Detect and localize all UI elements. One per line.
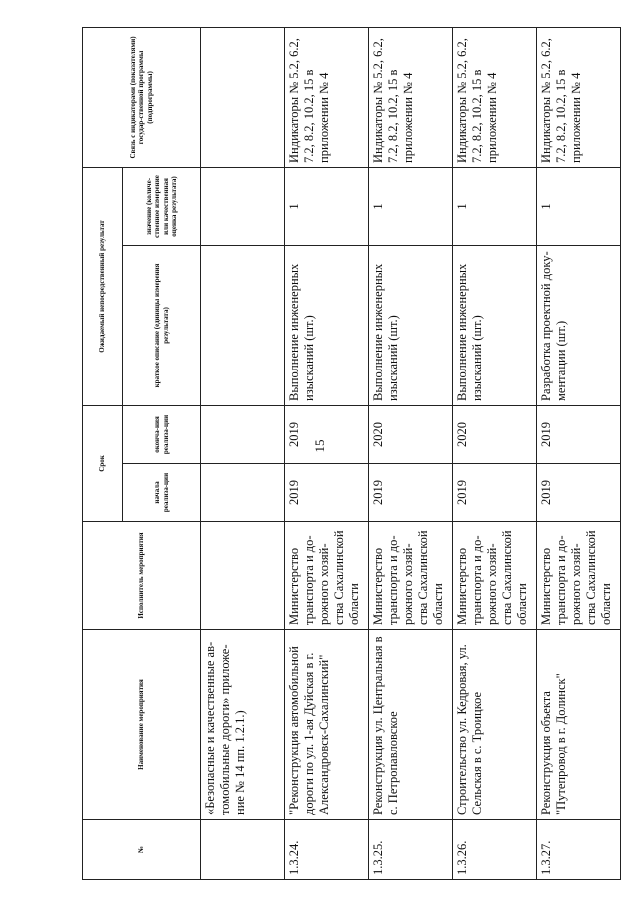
cell-executor: Министерство транспорта и до-рожного хозяй-ства Сахалинской области <box>537 522 621 630</box>
cell-executor: Министерство транспорта и до-рожного хозяй-ства Сахалинской области <box>453 522 537 630</box>
cell-name: Реконструкция ул. Центральная в с. Петропавловское <box>369 630 453 820</box>
header-name: Наименование мероприятия <box>83 630 201 820</box>
cell-end <box>201 405 285 463</box>
header-executor: Исполнитель мероприятия <box>83 522 201 630</box>
cell-name: Строительство ул. Кедровая, ул. Сельская в с. Троицкое <box>453 630 537 820</box>
header-link: Связь с индикаторами (показателями) государ-ственной программы (подпрограммы) <box>83 27 201 167</box>
cell-value: 1 <box>453 167 537 245</box>
cell-desc: Выполнение инженерных изысканий (шт.) <box>285 245 369 405</box>
table-row <box>537 27 621 879</box>
cell-end: 2019 <box>537 405 621 463</box>
table-row <box>369 27 453 879</box>
cell-link: Индикаторы № 5.2, 6.2, 7.2, 8.2, 10.2, 15 в приложении № 4 <box>285 27 369 167</box>
header-row-1 <box>83 27 123 879</box>
cell-value: 1 <box>537 167 621 245</box>
cell-executor: Министерство транспорта и до-рожного хозяй-ства Сахалинской области <box>369 522 453 630</box>
table-row <box>285 27 369 879</box>
cell-link <box>201 27 285 167</box>
cell-start: 2019 <box>537 464 621 522</box>
cell-end: 2019 <box>285 405 369 463</box>
activities-table <box>82 27 621 880</box>
cell-start <box>201 464 285 522</box>
cell-num: 1.3.26. <box>453 820 537 880</box>
cell-num: 1.3.25. <box>369 820 453 880</box>
cell-link: Индикаторы № 5.2, 6.2, 7.2, 8.2, 10.2, 15 в приложении № 4 <box>369 27 453 167</box>
cell-value: 1 <box>285 167 369 245</box>
header-term: Срок <box>83 405 123 521</box>
cell-start: 2019 <box>369 464 453 522</box>
cell-start: 2019 <box>453 464 537 522</box>
rotated-table-wrapper <box>82 28 613 880</box>
cell-num: 1.3.27. <box>537 820 621 880</box>
page-number: 15 <box>312 439 327 453</box>
header-result-value: значение (количе-ственное измерение или качественная оценка результата) <box>123 167 201 245</box>
cell-link: Индикаторы № 5.2, 6.2, 7.2, 8.2, 10.2, 15 в приложении № 4 <box>453 27 537 167</box>
cell-num: 1.3.24. <box>285 820 369 880</box>
cell-start: 2019 <box>285 464 369 522</box>
cell-value: 1 <box>369 167 453 245</box>
header-term-end: оконча-ния реализа-ции <box>123 405 201 463</box>
header-num: № <box>83 820 201 880</box>
cell-desc <box>201 245 285 405</box>
table-row <box>201 27 285 879</box>
cell-executor: Министерство транспорта и до-рожного хозяй-ства Сахалинской области <box>285 522 369 630</box>
cell-end: 2020 <box>369 405 453 463</box>
header-result-desc: краткое описание (единицы измерения результата) <box>123 245 201 405</box>
cell-link: Индикаторы № 5.2, 6.2, 7.2, 8.2, 10.2, 15 в приложении № 4 <box>537 27 621 167</box>
table-row <box>453 27 537 879</box>
cell-desc: Разработка проектной доку-ментации (шт.) <box>537 245 621 405</box>
cell-name: «Безопасные и качественные ав-томобильные дороги» приложе-ние № 14 пп. 1.2.1.) <box>201 630 285 820</box>
cell-value <box>201 167 285 245</box>
cell-name: Реконструкция объекта "Путепровод в г. Долинск" <box>537 630 621 820</box>
header-result: Ожидаемый непосредственный результат <box>83 167 123 405</box>
cell-desc: Выполнение инженерных изысканий (шт.) <box>453 245 537 405</box>
cell-end: 2020 <box>453 405 537 463</box>
header-term-start: начала реализа-ции <box>123 464 201 522</box>
cell-num <box>201 820 285 880</box>
cell-executor <box>201 522 285 630</box>
cell-name: "Реконструкция автомобильной дороги по ул. 1-ая Дуйская в г. Александровск-Сахалинский" <box>285 630 369 820</box>
cell-desc: Выполнение инженерных изысканий (шт.) <box>369 245 453 405</box>
